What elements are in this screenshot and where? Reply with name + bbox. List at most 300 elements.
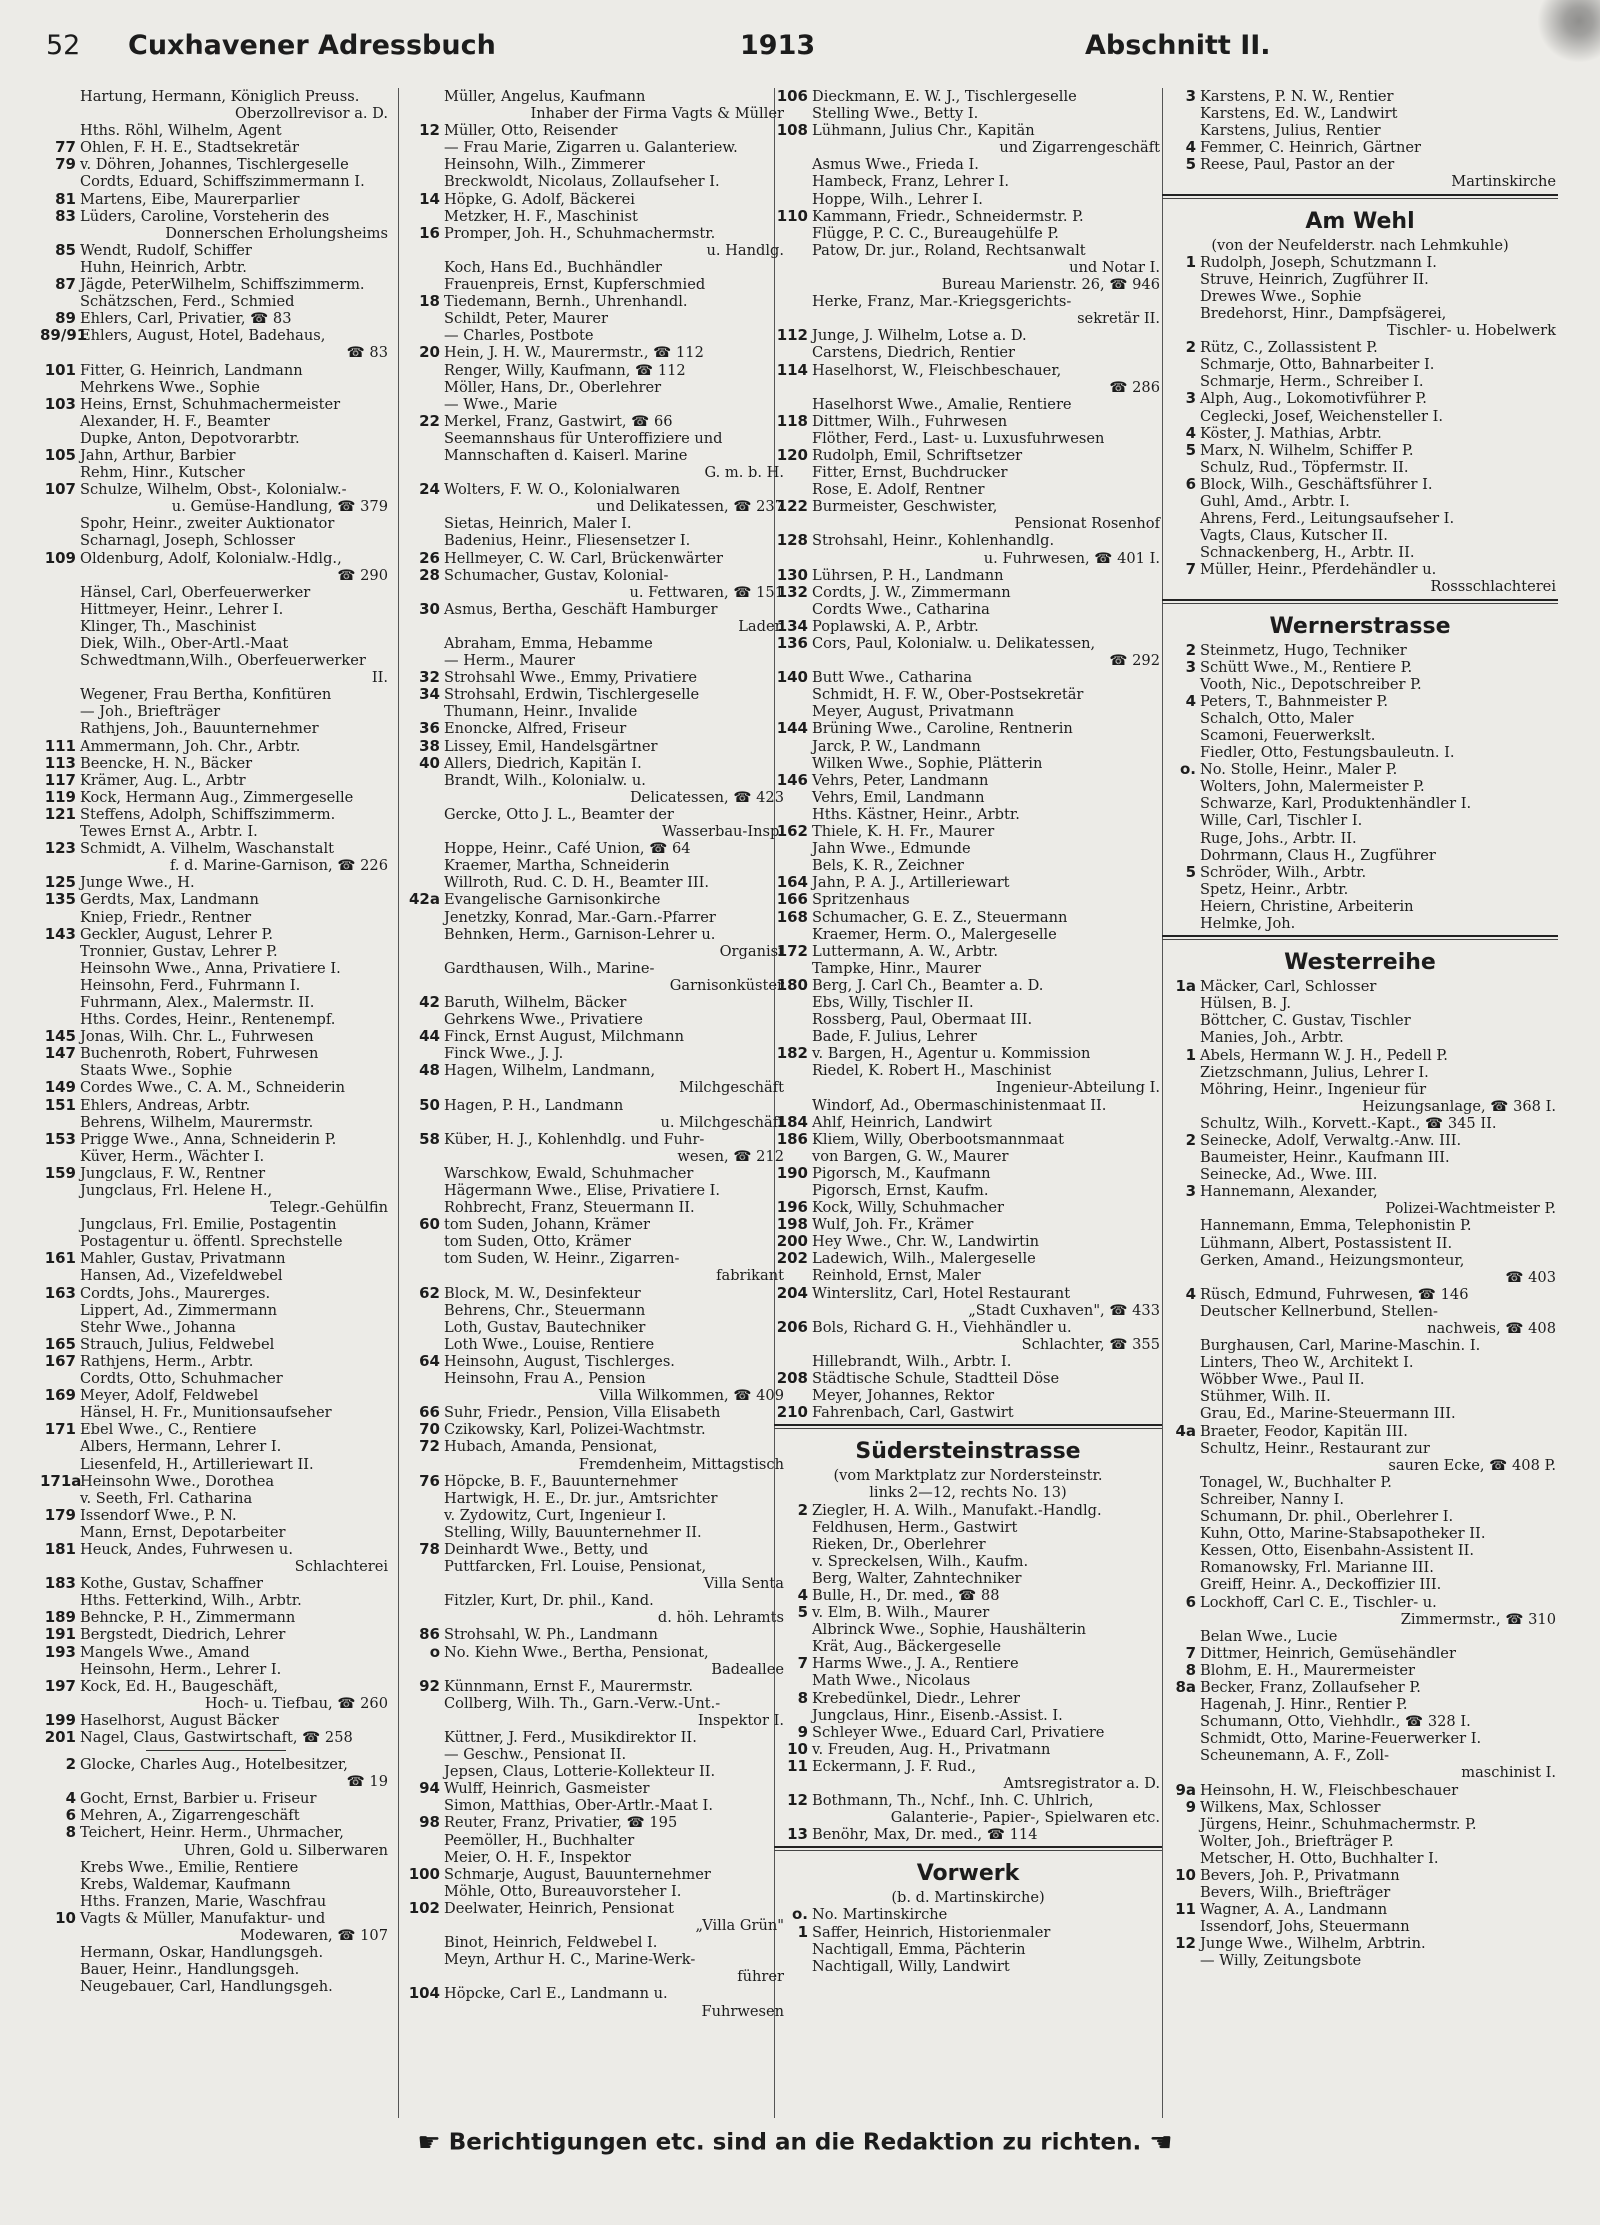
directory-entry <box>772 1182 1164 1199</box>
directory-entry <box>1160 1884 1560 1901</box>
directory-entry <box>772 960 1164 977</box>
footer-text: Berichtigungen etc. sind an die Redaktion zu richten. <box>448 2129 1142 2156</box>
entry-text: Wilken Wwe., Sophie, Plätterin <box>812 754 1043 772</box>
entry-text: Koch, Hans Ed., Buchhändler <box>444 258 662 276</box>
house-number: 120 <box>776 445 808 464</box>
directory-entry <box>404 1524 788 1541</box>
entry-text: Czikowsky, Karl, Polizei-Wachtmstr. <box>444 1421 706 1439</box>
directory-entry <box>772 669 1164 686</box>
directory-entry <box>404 1267 788 1284</box>
directory-entry <box>404 1968 788 1985</box>
house-number: 165 <box>44 1334 76 1353</box>
entry-text: Linters, Theo W., Architekt I. <box>1200 1354 1414 1372</box>
directory-entry <box>1160 995 1560 1012</box>
directory-entry <box>1160 322 1560 339</box>
year: 1913 <box>740 30 816 61</box>
entry-text: Vagts, Claus, Kutscher II. <box>1200 527 1388 545</box>
entry-text: Windorf, Ad., Obermaschinistenmaat II. <box>812 1096 1107 1114</box>
directory-entry <box>772 1336 1164 1353</box>
entry-text: Gercke, Otto J. L., Beamter der <box>444 805 674 823</box>
directory-entry <box>404 1575 788 1592</box>
house-number: 102 <box>408 1898 440 1917</box>
directory-entry <box>772 191 1164 208</box>
directory-entry <box>404 481 788 498</box>
directory-entry <box>1160 578 1560 595</box>
entry-text: Heinsohn, August, Tischlerges. <box>444 1352 675 1370</box>
entry-text: Femmer, C. Heinrich, Gärtner <box>1200 139 1421 157</box>
entry-text: Krämer, Aug. L., Arbtr <box>80 771 246 789</box>
directory-entry <box>40 806 392 823</box>
entry-text: Renger, Willy, Kaufmann, ☎ 112 <box>444 361 686 379</box>
directory-entry <box>1160 1371 1560 1388</box>
directory-entry <box>1160 1867 1560 1884</box>
entry-text: Dittmer, Wilh., Fuhrwesen <box>812 412 1008 430</box>
directory-entry <box>772 703 1164 720</box>
directory-entry <box>1160 1645 1560 1662</box>
directory-entry <box>1160 1303 1560 1320</box>
directory-entry <box>404 960 788 977</box>
directory-entry <box>1160 744 1560 761</box>
entry-text: Cordts Wwe., Catharina <box>812 600 990 618</box>
entry-text: Schwarze, Karl, Produktenhändler I. <box>1200 795 1472 813</box>
directory-entry <box>40 1079 392 1096</box>
entry-text: Hths. Cordes, Heinr., Rentenempf. <box>80 1011 336 1029</box>
house-number: 72 <box>419 1437 440 1456</box>
entry-text: (vom Marktplatz zur Nordersteinstr. <box>833 1467 1103 1485</box>
directory-entry <box>404 1404 788 1421</box>
entry-text: ☎ 286 <box>1109 378 1160 396</box>
entry-text: Bevers, Joh. P., Privatmann <box>1200 1867 1400 1884</box>
house-number: 12 <box>419 121 440 140</box>
separator <box>1160 596 1560 608</box>
directory-entry <box>40 840 392 857</box>
entry-text: u. Fettwaren, ☎ 151 <box>629 583 784 601</box>
entry-text: Kliem, Willy, Oberbootsmannmaat <box>812 1130 1064 1148</box>
house-number: 60 <box>419 1215 440 1234</box>
directory-entry <box>1160 459 1560 476</box>
house-number: 5 <box>1185 862 1196 881</box>
directory-entry <box>40 926 392 943</box>
entry-text: — Wwe., Marie <box>444 395 558 413</box>
directory-entry <box>40 652 392 669</box>
entry-text: Steffens, Adolph, Schiffszimmerm. <box>80 805 336 823</box>
directory-entry <box>404 259 788 276</box>
entry-text: ☎ 83 <box>346 344 388 362</box>
entry-text: Tiedemann, Bernh., Uhrenhandl. <box>444 293 688 311</box>
entry-text: Ceglecki, Josef, Weichensteller I. <box>1200 407 1444 425</box>
directory-entry <box>404 1609 788 1626</box>
street-heading <box>1160 948 1560 978</box>
entry-text: Müller, Otto, Reisender <box>444 122 618 140</box>
directory-entry <box>404 1045 788 1062</box>
entry-text: Kock, Willy, Schuhmacher <box>812 1199 1005 1217</box>
entry-text: Hoppe, Heinr., Café Union, ☎ 64 <box>444 840 691 858</box>
directory-entry <box>404 1182 788 1199</box>
directory-entry <box>772 618 1164 635</box>
entry-text: Glocke, Charles Aug., Hotelbesitzer, <box>80 1756 348 1774</box>
entry-text: Greiff, Heinr. A., Deckoffizier III. <box>1200 1576 1442 1594</box>
directory-entry <box>1160 1252 1560 1269</box>
entry-text: Schätzschen, Ferd., Schmied <box>80 293 295 311</box>
directory-entry <box>40 88 392 105</box>
entry-text: Reuter, Franz, Privatier, ☎ 195 <box>444 1814 678 1832</box>
entry-text: Braeter, Feodor, Kapitän III. <box>1200 1422 1408 1440</box>
entry-text: Rudolph, Joseph, Schutzmann I. <box>1200 253 1437 271</box>
directory-entry <box>1160 88 1560 105</box>
entry-text: Fuhrwesen <box>701 2002 784 2020</box>
directory-entry <box>772 994 1164 1011</box>
entry-text: Behrens, Wilhelm, Maurermstr. <box>80 1113 314 1131</box>
entry-text: Baruth, Wilhelm, Bäcker <box>444 993 627 1011</box>
house-number: 4 <box>65 1789 76 1808</box>
entry-text: Willroth, Rud. C. D. H., Beamter III. <box>444 874 710 892</box>
directory-entry <box>1160 305 1560 322</box>
entry-text: Badenius, Heinr., Fliesensetzer I. <box>444 532 691 550</box>
house-number: 163 <box>44 1283 76 1302</box>
directory-entry <box>1160 1901 1560 1918</box>
directory-entry <box>404 601 788 618</box>
directory-entry <box>1160 1730 1560 1747</box>
entry-text: Möller, Hans, Dr., Oberlehrer <box>444 378 662 396</box>
entry-text: Bels, K. R., Zeichner <box>812 857 964 875</box>
entry-text: Ehlers, Carl, Privatier, ☎ 83 <box>80 310 292 328</box>
directory-entry <box>772 293 1164 310</box>
entry-text: Karstens, Ed. W., Landwirt <box>1200 105 1398 123</box>
house-number: 62 <box>419 1283 440 1302</box>
directory-entry <box>772 686 1164 703</box>
directory-entry <box>772 550 1164 567</box>
entry-text: Kniep, Friedr., Rentner <box>80 908 252 926</box>
separator <box>772 1843 1164 1855</box>
entry-text: Heinsohn, H. W., Fleischbeschauer <box>1200 1781 1459 1799</box>
entry-text: Küttner, J. Ferd., Musikdirektor II. <box>444 1729 697 1746</box>
entry-text: Wolter, Joh., Briefträger P. <box>1200 1832 1394 1850</box>
entry-text: Harms Wwe., J. A., Rentiere <box>812 1655 1019 1673</box>
entry-text: Oldenburg, Adolf, Kolonialw.-Hdlg., <box>80 549 342 567</box>
directory-entry <box>772 1199 1164 1216</box>
entry-text: Küber, H. J., Kohlenhdlg. und Fuhr- <box>444 1130 705 1148</box>
directory-entry <box>1160 1799 1560 1816</box>
directory-entry <box>40 293 392 310</box>
directory-entry <box>772 909 1164 926</box>
entry-text: Butt Wwe., Catharina <box>812 669 973 687</box>
directory-entry <box>1160 1713 1560 1730</box>
entry-text: Schmidt, H. F. W., Ober-Postsekretär <box>812 686 1084 704</box>
directory-entry <box>404 1900 788 1917</box>
house-number: 40 <box>419 753 440 772</box>
directory-entry <box>404 926 788 943</box>
directory-entry <box>40 379 392 396</box>
entry-text: Metscher, H. Otto, Buchhalter I. <box>1200 1849 1439 1867</box>
house-number: 100 <box>408 1864 440 1883</box>
directory-entry <box>404 396 788 413</box>
entry-text: Hagenah, J. Hinr., Rentier P. <box>1200 1696 1408 1714</box>
house-number: 134 <box>776 616 808 635</box>
directory-entry <box>772 1826 1164 1843</box>
directory-entry <box>404 1011 788 1028</box>
directory-entry <box>1160 978 1560 995</box>
directory-entry <box>1160 510 1560 527</box>
directory-entry <box>404 857 788 874</box>
entry-text: Scamoni, Feuerwerkslt. <box>1200 727 1376 744</box>
house-number: 4 <box>1185 138 1196 157</box>
directory-entry <box>1160 642 1560 659</box>
directory-entry <box>40 1876 392 1893</box>
entry-text: ☎ 19 <box>346 1773 388 1791</box>
directory-entry <box>40 703 392 720</box>
directory-entry <box>1160 390 1560 407</box>
entry-text: Cordts, J. W., Zimmermann <box>812 583 1011 601</box>
entry-text: Ahlf, Heinrich, Landwirt <box>812 1113 992 1131</box>
entry-text: Wulff, Heinrich, Gasmeister <box>444 1780 650 1798</box>
directory-entry <box>40 977 392 994</box>
directory-entry <box>772 1404 1164 1421</box>
house-number: 2 <box>1185 338 1196 357</box>
house-number: 121 <box>44 804 76 823</box>
entry-text: Tampke, Hinr., Maurer <box>812 959 981 977</box>
entry-text: Block, Wilh., Geschäftsführer I. <box>1200 475 1433 493</box>
directory-entry <box>40 857 392 874</box>
directory-entry <box>40 1131 392 1148</box>
directory-entry <box>772 1924 1164 1941</box>
entry-text: — Charles, Postbote <box>444 327 594 345</box>
entry-text: Meyer, Adolf, Feldwebel <box>80 1387 259 1405</box>
entry-text: Jarck, P. W., Landmann <box>812 737 981 755</box>
directory-entry <box>40 1370 392 1387</box>
entry-text: Hartung, Hermann, Königlich Preuss. <box>80 88 360 105</box>
entry-text: Bulle, H., Dr. med., ☎ 88 <box>812 1586 1000 1604</box>
entry-text: Küver, Herm., Wächter I. <box>80 1147 265 1165</box>
entry-text: Ahrens, Ferd., Leitungsaufseher I. <box>1200 510 1455 528</box>
house-number: 7 <box>797 1654 808 1673</box>
house-number: 191 <box>44 1625 76 1644</box>
entry-text: Stehr Wwe., Johanna <box>80 1318 236 1336</box>
entry-text: Polizei-Wachtmeister P. <box>1385 1200 1556 1218</box>
directory-entry <box>40 1456 392 1473</box>
entry-text: Müller, Heinr., Pferdehändler u. <box>1200 561 1437 579</box>
entry-text: Winterslitz, Carl, Hotel Restaurant <box>812 1284 1071 1302</box>
directory-entry <box>1160 881 1560 898</box>
directory-entry <box>404 1661 788 1678</box>
house-number: 98 <box>419 1813 440 1832</box>
directory-entry <box>1160 1662 1560 1679</box>
column-2 <box>404 88 788 2128</box>
directory-entry <box>404 1148 788 1165</box>
house-number: 168 <box>776 907 808 926</box>
entry-text: Mannschaften d. Kaiserl. Marine <box>444 446 688 464</box>
directory-entry <box>1160 1782 1560 1799</box>
entry-text: Schulz, Rud., Töpfermstr. II. <box>1200 458 1409 476</box>
house-number: 7 <box>1185 560 1196 579</box>
house-number: 85 <box>55 240 76 259</box>
directory-entry <box>1160 1935 1560 1952</box>
entry-text: Alph, Aug., Lokomotivführer P. <box>1200 390 1427 408</box>
directory-entry <box>404 1336 788 1353</box>
entry-text: Schmidt, Otto, Marine-Feuerwerker I. <box>1200 1730 1482 1748</box>
directory-entry <box>40 1893 392 1910</box>
directory-entry <box>772 225 1164 242</box>
directory-entry <box>1160 1337 1560 1354</box>
entry-text: v. Seeth, Frl. Catharina <box>80 1489 253 1507</box>
house-number: 111 <box>44 736 76 755</box>
directory-entry <box>1160 1542 1560 1559</box>
directory-entry <box>1160 1816 1560 1833</box>
entry-text: Fitter, G. Heinrich, Landmann <box>80 361 303 379</box>
entry-text: Haselhorst Wwe., Amalie, Rentiere <box>812 395 1072 413</box>
directory-entry <box>1160 1457 1560 1474</box>
entry-text: Laden <box>738 617 784 635</box>
directory-entry <box>1160 1064 1560 1081</box>
directory-entry <box>404 1695 788 1712</box>
entry-text: Benöhr, Max, Dr. med., ☎ 114 <box>812 1826 1038 1844</box>
directory-entry <box>40 1541 392 1558</box>
directory-entry <box>404 1763 788 1780</box>
directory-entry <box>40 909 392 926</box>
entry-text: Flöther, Ferd., Last- u. Luxusfuhrwesen <box>812 429 1105 447</box>
directory-entry <box>1160 237 1560 254</box>
house-number: 106 <box>776 88 808 105</box>
directory-entry <box>772 720 1164 737</box>
directory-entry <box>404 2003 788 2020</box>
entry-text: Hths. Kästner, Heinr., Arbtr. <box>812 805 1020 823</box>
directory-entry <box>404 242 788 259</box>
directory-entry <box>40 1609 392 1626</box>
entry-text: Wegener, Frau Bertha, Konfitüren <box>80 686 332 704</box>
entry-text: Telegr.-Gehülfin <box>270 1199 388 1217</box>
entry-text: Mann, Ernst, Depotarbeiter <box>80 1523 286 1541</box>
directory-entry <box>404 840 788 857</box>
entry-text: Hoppe, Wilh., Lehrer I. <box>812 190 983 208</box>
directory-entry <box>772 532 1164 549</box>
directory-entry <box>40 1353 392 1370</box>
house-number: 179 <box>44 1505 76 1524</box>
house-number: 8a <box>1175 1677 1196 1696</box>
directory-entry <box>40 1910 392 1927</box>
directory-entry <box>772 156 1164 173</box>
entry-text: — Herm., Maurer <box>444 652 575 670</box>
entry-text: Wolters, John, Malermeister P. <box>1200 778 1425 796</box>
entry-text: Fitzler, Kurt, Dr. phil., Kand. <box>444 1592 654 1610</box>
entry-text: — Joh., Briefträger <box>80 703 221 721</box>
entry-text: (b. d. Martinskirche) <box>891 1889 1045 1907</box>
entry-text: Uhren, Gold u. Silberwaren <box>183 1841 388 1859</box>
directory-entry <box>40 259 392 276</box>
entry-text: Peters, T., Bahnmeister P. <box>1200 692 1389 710</box>
directory-entry <box>772 430 1164 447</box>
entry-text: Merkel, Franz, Gastwirt, ☎ 66 <box>444 412 673 430</box>
entry-text: Seinecke, Ad., Wwe. III. <box>1200 1166 1378 1184</box>
directory-entry <box>1160 1047 1560 1064</box>
directory-entry <box>40 635 392 652</box>
directory-entry <box>772 173 1164 190</box>
entry-text: Carstens, Diedrich, Rentier <box>812 344 1016 362</box>
directory-entry <box>772 1148 1164 1165</box>
directory-entry <box>772 344 1164 361</box>
directory-entry <box>404 310 788 327</box>
directory-entry <box>404 173 788 190</box>
entry-text: Diek, Wilh., Ober-Artl.-Maat <box>80 635 289 652</box>
entry-text: Müller, Angelus, Kaufmann <box>444 88 646 105</box>
directory-entry <box>404 669 788 686</box>
entry-text: Jungclaus, Hinr., Eisenb.-Assist. I. <box>812 1706 1063 1724</box>
column-divider <box>398 88 399 2118</box>
house-number: 3 <box>1185 88 1196 105</box>
entry-text: Südersteinstrasse <box>855 1439 1081 1465</box>
directory-entry <box>1160 1423 1560 1440</box>
entry-text: Fiedler, Otto, Festungsbauleutn. I. <box>1200 744 1455 762</box>
house-number: 77 <box>55 138 76 157</box>
entry-text: Hoch- u. Tiefbau, ☎ 260 <box>204 1694 388 1712</box>
entry-text: Collberg, Wilh. Th., Garn.-Verw.-Unt.- <box>444 1694 721 1712</box>
directory-entry <box>404 977 788 994</box>
directory-entry <box>40 1575 392 1592</box>
street-heading <box>772 1859 1164 1889</box>
directory-entry <box>772 772 1164 789</box>
entry-text: v. Elm, B. Wilh., Maurer <box>812 1604 990 1622</box>
directory-entry <box>40 1473 392 1490</box>
entry-text: Hägermann Wwe., Elise, Privatiere I. <box>444 1182 721 1199</box>
entry-text: sauren Ecke, ☎ 408 P. <box>1388 1456 1556 1474</box>
house-number: 5 <box>1185 440 1196 459</box>
directory-entry <box>1160 830 1560 847</box>
directory-entry <box>772 1536 1164 1553</box>
directory-entry <box>404 447 788 464</box>
house-number: 172 <box>776 941 808 960</box>
entry-text: Cordts, Johs., Maurerges. <box>80 1284 271 1302</box>
entry-text: Alexander, H. F., Beamter <box>80 412 270 430</box>
book-title: Cuxhavener Adressbuch <box>128 30 496 61</box>
entry-text: Schumacher, G. E. Z., Steuermann <box>812 908 1068 926</box>
directory-entry <box>404 772 788 789</box>
house-number: 42a <box>409 890 440 909</box>
entry-text: Krebs Wwe., Emilie, Rentiere <box>80 1858 299 1876</box>
directory-entry <box>1160 659 1560 676</box>
house-number: 5 <box>1185 155 1196 174</box>
house-number: 119 <box>44 787 76 806</box>
entry-text: Drewes Wwe., Sophie <box>1200 287 1362 305</box>
house-number: 184 <box>776 1112 808 1131</box>
entry-text: Villa Wilkommen, ☎ 409 <box>599 1387 784 1405</box>
directory-entry <box>1160 476 1560 493</box>
entry-text: Loth Wwe., Louise, Rentiere <box>444 1335 655 1353</box>
entry-text: Tischler- u. Hobelwerk <box>1386 322 1556 340</box>
entry-text: Beencke, H. N., Bäcker <box>80 754 253 772</box>
entry-text: Eckermann, J. F. Rud., <box>812 1757 977 1775</box>
house-number: 11 <box>787 1756 808 1775</box>
entry-text: Westerreihe <box>1284 950 1436 976</box>
directory-entry <box>772 1519 1164 1536</box>
directory-entry <box>772 1233 1164 1250</box>
house-number: 22 <box>419 411 440 430</box>
directory-entry <box>40 1011 392 1028</box>
entry-text: Issendorf, Johs, Steuermann <box>1200 1918 1410 1936</box>
directory-entry <box>1160 1149 1560 1166</box>
entry-text: Poplawski, A. P., Arbtr. <box>812 617 979 635</box>
entry-text: Jenetzky, Konrad, Mar.-Garn.-Pfarrer <box>444 908 716 926</box>
entry-text: Am Wehl <box>1305 208 1415 234</box>
directory-entry <box>404 1814 788 1831</box>
entry-text: Vorwerk <box>916 1861 1020 1887</box>
directory-entry <box>40 156 392 173</box>
entry-text: Wendt, Rudolf, Schiffer <box>80 241 252 259</box>
entry-text: Strohsahl, Heinr., Kohlenhandlg. <box>812 532 1055 550</box>
entry-text: Kessen, Otto, Eisenbahn-Assistent II. <box>1200 1542 1475 1560</box>
directory-entry <box>772 1319 1164 1336</box>
directory-entry <box>40 1756 392 1773</box>
entry-text: Enoncke, Alfred, Friseur <box>444 720 627 738</box>
entry-text: Herke, Franz, Mar.-Kriegsgerichts- <box>812 293 1072 311</box>
directory-entry <box>404 1746 788 1763</box>
